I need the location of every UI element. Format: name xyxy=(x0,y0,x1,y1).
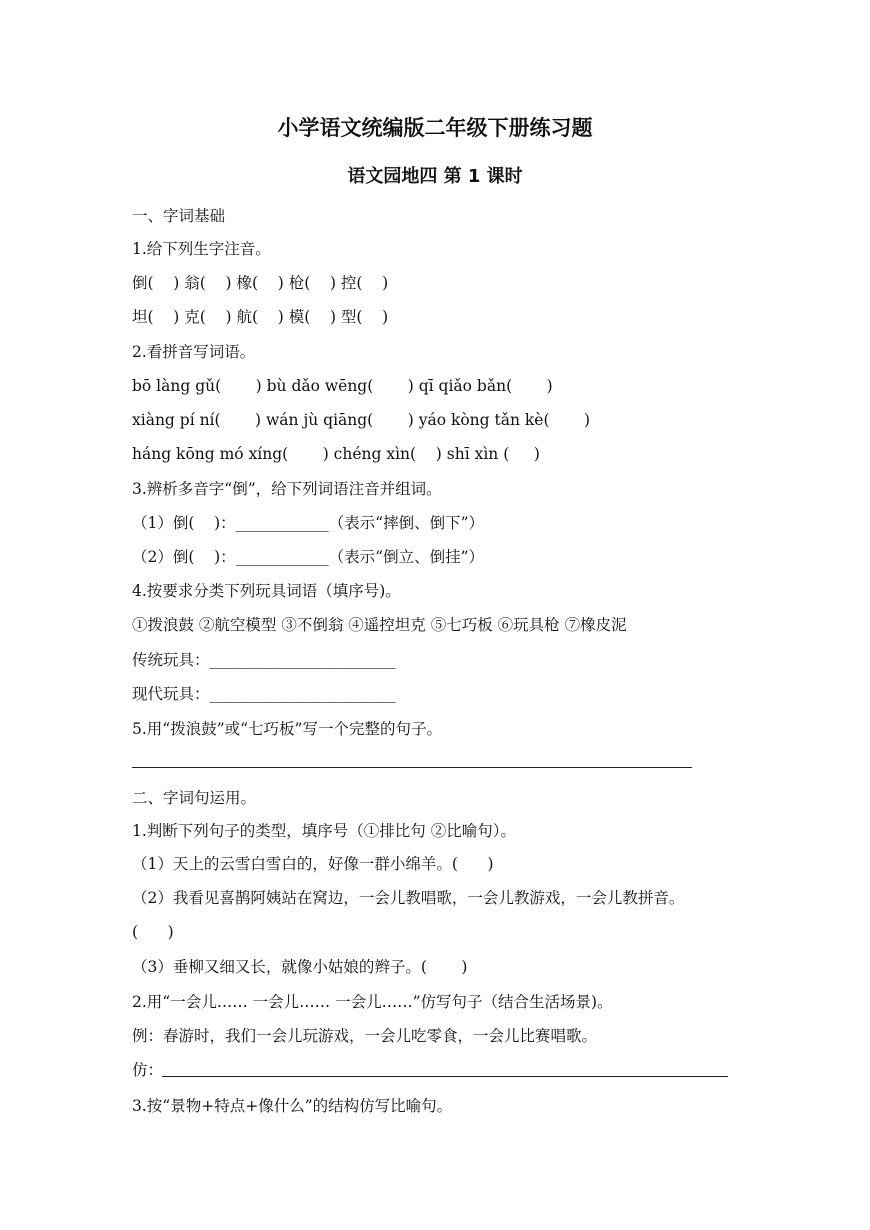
question-2-1-item-1: （1）天上的云雪白雪白的，好像一群小绵羊。( ) xyxy=(132,855,494,873)
question-5-answer-line xyxy=(132,767,692,768)
section-2-heading: 二、字词句运用。 xyxy=(132,789,257,807)
question-2-1-item-2-cont: ( ) xyxy=(132,923,174,941)
question-2-prompt: 2.看拼音写词语。 xyxy=(132,343,256,361)
question-4-options: ①拨浪鼓 ②航空模型 ③不倒翁 ④遥控坦克 ⑤七巧板 ⑥玩具枪 ⑦橡皮泥 xyxy=(132,616,627,634)
question-4-traditional: 传统玩具：________________________ xyxy=(132,651,396,669)
question-3-item-2: （2）倒( )：____________（表示“倒立、倒挂”） xyxy=(132,548,485,566)
question-2-1-item-2: （2）我看见喜鹊阿姨站在窝边，一会儿教唱歌，一会儿教游戏，一会儿教拼音。 xyxy=(132,889,685,907)
question-2-2-imitate-label: 仿： xyxy=(132,1061,164,1079)
question-3-item-1: （1）倒( )：____________（表示“摔倒、倒下”） xyxy=(132,514,485,532)
question-2-row-2: xiàng pí ní( ) wán jù qiāng( ) yáo kòng tǎn kè( ) xyxy=(132,411,591,429)
question-2-row-3: háng kōng mó xíng( ) chéng xìn( ) shī xìn ( ) xyxy=(132,445,540,463)
question-2-2-answer-line xyxy=(162,1076,728,1077)
question-5-prompt: 5.用“拨浪鼓”或“七巧板”写一个完整的句子。 xyxy=(132,720,442,738)
question-4-prompt: 4.按要求分类下列玩具词语（填序号)。 xyxy=(132,582,401,600)
question-2-3-prompt: 3.按“景物+特点+像什么”的结构仿写比喻句。 xyxy=(132,1097,453,1115)
question-3-prompt: 3.辨析多音字“倒”，给下列词语注音并组词。 xyxy=(132,480,442,498)
question-2-row-1: bō làng gǔ( ) bù dǎo wēng( ) qī qiǎo bǎn( ) xyxy=(132,377,553,395)
question-4-modern: 现代玩具：________________________ xyxy=(132,685,396,703)
section-1-heading: 一、字词基础 xyxy=(132,207,226,225)
question-1-prompt: 1.给下列生字注音。 xyxy=(132,240,271,258)
question-2-2-prompt: 2.用“一会儿…… 一会儿…… 一会儿……”仿写句子（结合生活场景)。 xyxy=(132,993,613,1011)
question-1-row-2: 坦( ) 克( ) 航( ) 模( ) 型( ) xyxy=(132,308,389,326)
question-2-1-prompt: 1.判断下列句子的类型，填序号（①排比句 ②比喻句）。 xyxy=(132,822,516,840)
page-subtitle: 语文园地四 第 1 课时 xyxy=(347,166,523,187)
question-2-2-example: 例：春游时，我们一会儿玩游戏，一会儿吃零食，一会儿比赛唱歌。 xyxy=(132,1027,598,1045)
question-1-row-1: 倒( ) 翁( ) 橡( ) 枪( ) 控( ) xyxy=(132,274,389,292)
page-title: 小学语文统编版二年级下册练习题 xyxy=(277,116,593,140)
question-2-1-item-3: （3）垂柳又细又长，就像小姑娘的辫子。( ) xyxy=(132,958,468,976)
